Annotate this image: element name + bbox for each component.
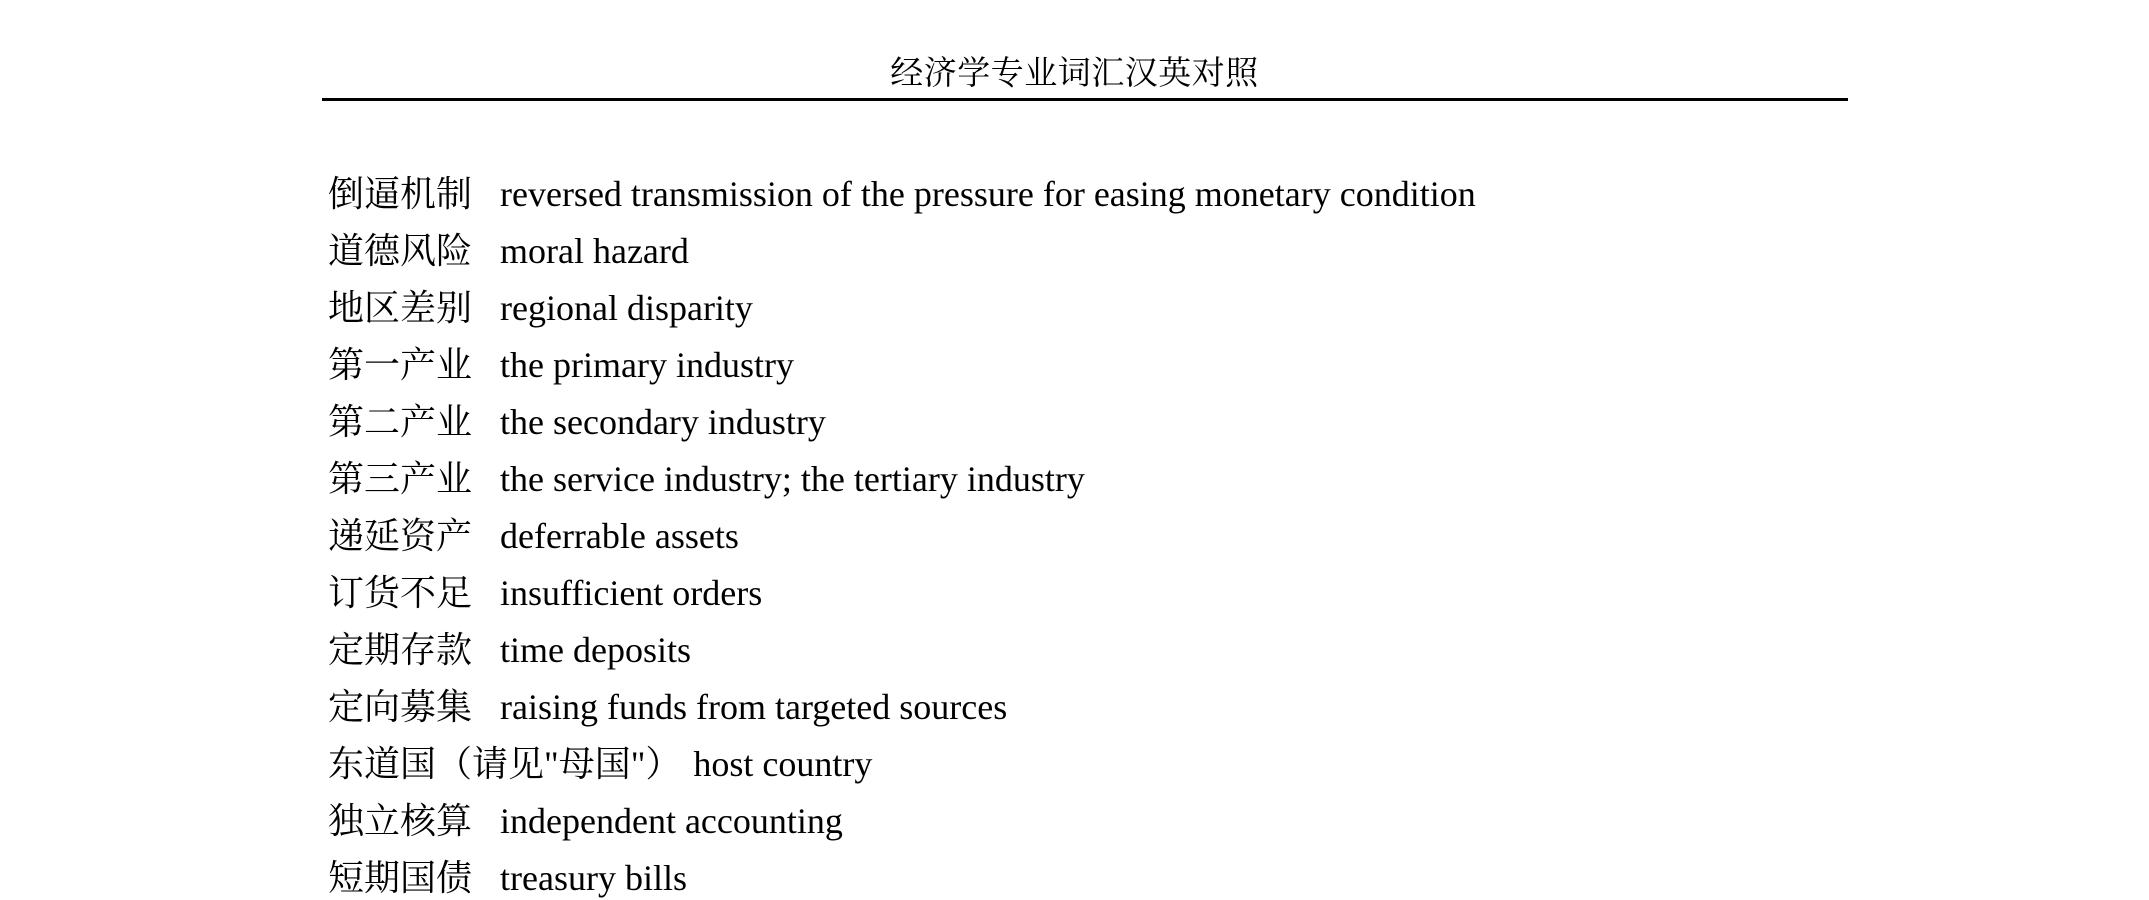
glossary-entry: [328, 166, 1476, 223]
glossary-entry: [328, 679, 1476, 736]
term-chinese: 第一产业: [328, 345, 473, 385]
term-english: insufficient orders: [500, 573, 763, 613]
term-english: reversed transmission of the pressure for easing monetary condition: [500, 174, 1476, 214]
term-chinese: 独立核算: [328, 801, 473, 841]
term-english: time deposits: [500, 630, 691, 670]
term-english: the service industry; the tertiary industry: [500, 459, 1085, 499]
term-chinese: 定向募集: [328, 687, 473, 727]
term-chinese: 订货不足: [328, 573, 473, 613]
header-rule: [322, 98, 1848, 101]
glossary-entry: [328, 451, 1476, 508]
term-chinese: 地区差别: [328, 288, 473, 328]
glossary-entry: [328, 622, 1476, 679]
glossary-entry: [328, 508, 1476, 565]
term-chinese: 道德风险: [328, 231, 473, 271]
glossary-entry: [328, 337, 1476, 394]
term-chinese: 第三产业: [328, 459, 473, 499]
glossary-entry: [328, 736, 1476, 793]
term-chinese: 定期存款: [328, 630, 473, 670]
glossary-entry: [328, 565, 1476, 622]
term-chinese: 第二产业: [328, 402, 473, 442]
term-english: treasury bills: [500, 858, 687, 898]
glossary-entry: [328, 793, 1476, 850]
glossary-entry: [328, 850, 1476, 900]
term-chinese: 短期国债: [328, 858, 473, 898]
term-english: the primary industry: [500, 345, 794, 385]
glossary-entry: [328, 223, 1476, 280]
term-english: the secondary industry: [500, 402, 826, 442]
term-english: independent accounting: [500, 801, 843, 841]
glossary-list: [328, 166, 1476, 900]
glossary-entry: [328, 280, 1476, 337]
term-english: deferrable assets: [500, 516, 739, 556]
glossary-entry: [328, 394, 1476, 451]
term-english: moral hazard: [500, 231, 689, 271]
term-english: regional disparity: [500, 288, 753, 328]
page-header-title: 经济学专业词汇汉英对照: [890, 56, 1259, 92]
term-english: host country: [693, 744, 873, 784]
term-chinese: 倒逼机制: [328, 174, 473, 214]
term-chinese: 递延资产: [328, 516, 473, 556]
term-chinese: 东道国（请见"母国"）: [328, 744, 682, 784]
term-english: raising funds from targeted sources: [500, 687, 1008, 727]
